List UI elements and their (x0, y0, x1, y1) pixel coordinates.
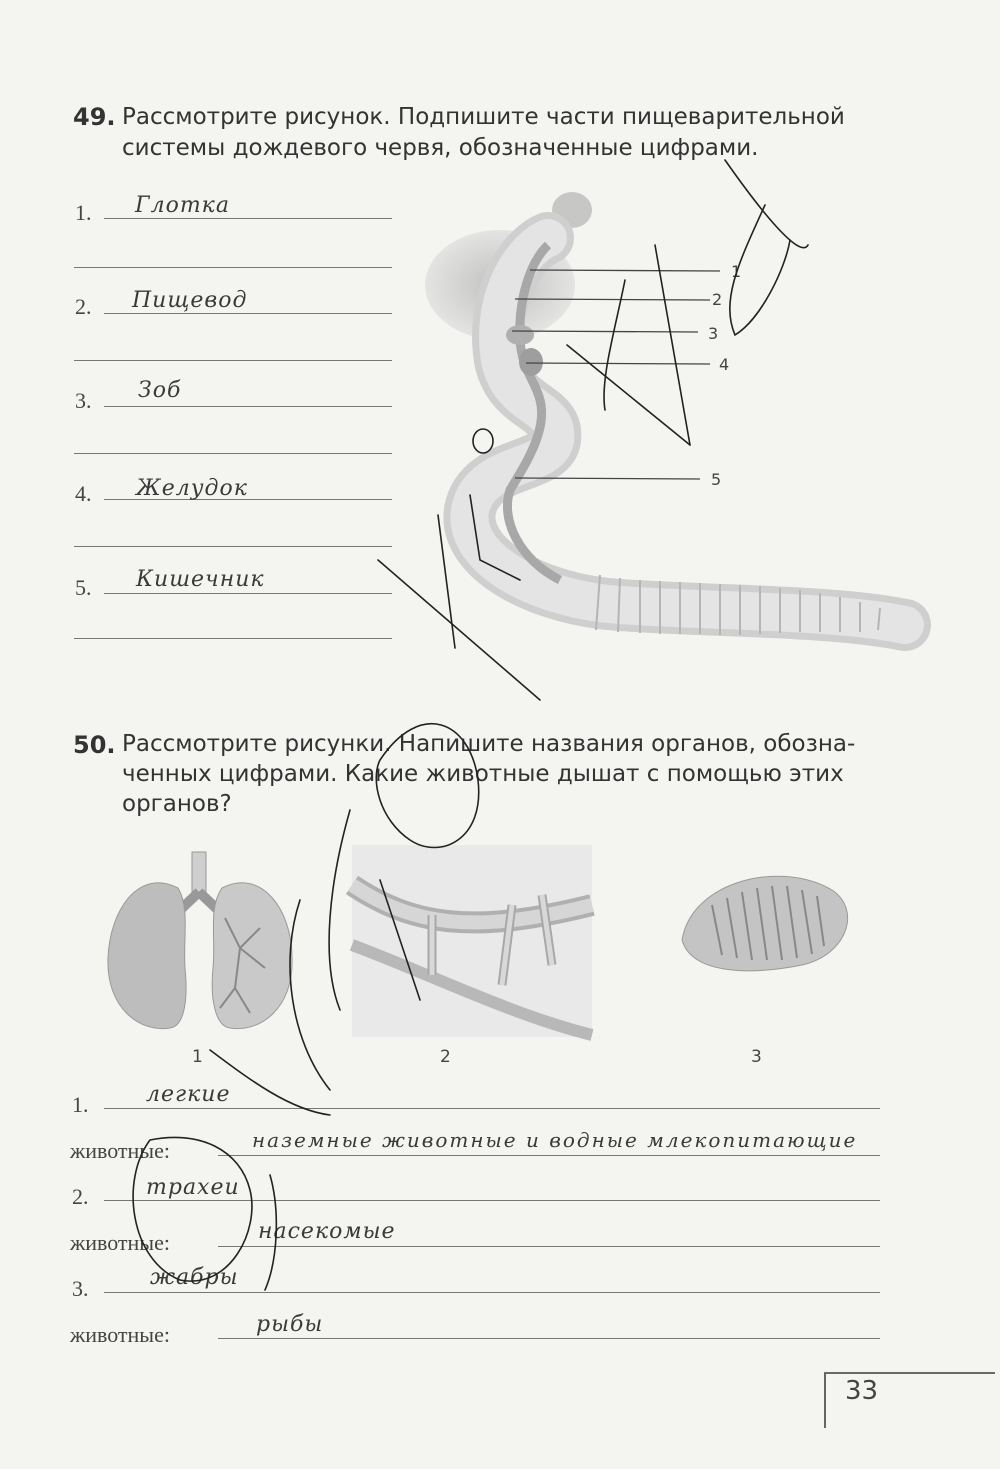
answer-49-1-label: 1. (75, 200, 92, 225)
answer-50-3-label: 3. (72, 1276, 89, 1301)
answer-50-1-animals: наземные животные и водные млекопитающие (252, 1128, 858, 1152)
page-number: 33 (845, 1376, 879, 1406)
answer-49-3-text: Зоб (138, 378, 182, 403)
answer-49-4-text: Желудок (136, 476, 248, 501)
task-49-text-line-1: Рассмотрите рисунок. Подпишите части пищеварительной (122, 104, 845, 130)
answer-50-2-organ: трахеи (146, 1175, 240, 1200)
answer-50-1-organ: легкие (146, 1082, 231, 1107)
task-50-text-line-2: ченных цифрами. Какие животные дышат с помощью этих (122, 761, 844, 787)
answer-50-2-animals: насекомые (258, 1219, 396, 1244)
answer-49-3-label: 3. (75, 388, 92, 413)
callout-label-2: 2 (712, 290, 723, 309)
callout-label-4: 4 (719, 355, 730, 374)
answer-49-4-label: 4. (75, 481, 92, 506)
task-49-number: 49. (73, 103, 116, 131)
answer-50-2-label: 2. (72, 1184, 89, 1209)
answer-50-1-animals-label: животные: (70, 1138, 170, 1163)
figure-label-3: 3 (751, 1047, 762, 1067)
callout-label-5: 5 (711, 470, 722, 489)
answer-50-2-animals-label: животные: (70, 1230, 170, 1255)
answer-50-3-animals: рыбы (256, 1312, 324, 1337)
answer-49-1-text: Глотка (135, 193, 230, 218)
answer-50-1-label: 1. (72, 1092, 89, 1117)
callout-label-3: 3 (708, 324, 719, 343)
figure-label-2: 2 (440, 1047, 451, 1067)
answer-49-2-text: Пищевод (132, 288, 248, 313)
task-50-text-line-1: Рассмотрите рисунки. Напишите названия органов, обозна- (122, 731, 856, 757)
callout-label-1: 1 (731, 262, 742, 281)
figure-label-1: 1 (192, 1047, 203, 1067)
task-49-text-line-2: системы дождевого червя, обозначенные цифрами. (122, 135, 759, 161)
answer-49-5-text: Кишечник (136, 567, 265, 592)
answer-50-3-animals-label: животные: (70, 1322, 170, 1347)
task-50-text-line-3: органов? (122, 791, 232, 817)
task-50-number: 50. (73, 731, 116, 759)
answer-49-5-label: 5. (75, 575, 92, 600)
answer-49-2-label: 2. (75, 294, 92, 319)
answer-50-3-organ: жабры (150, 1265, 239, 1290)
